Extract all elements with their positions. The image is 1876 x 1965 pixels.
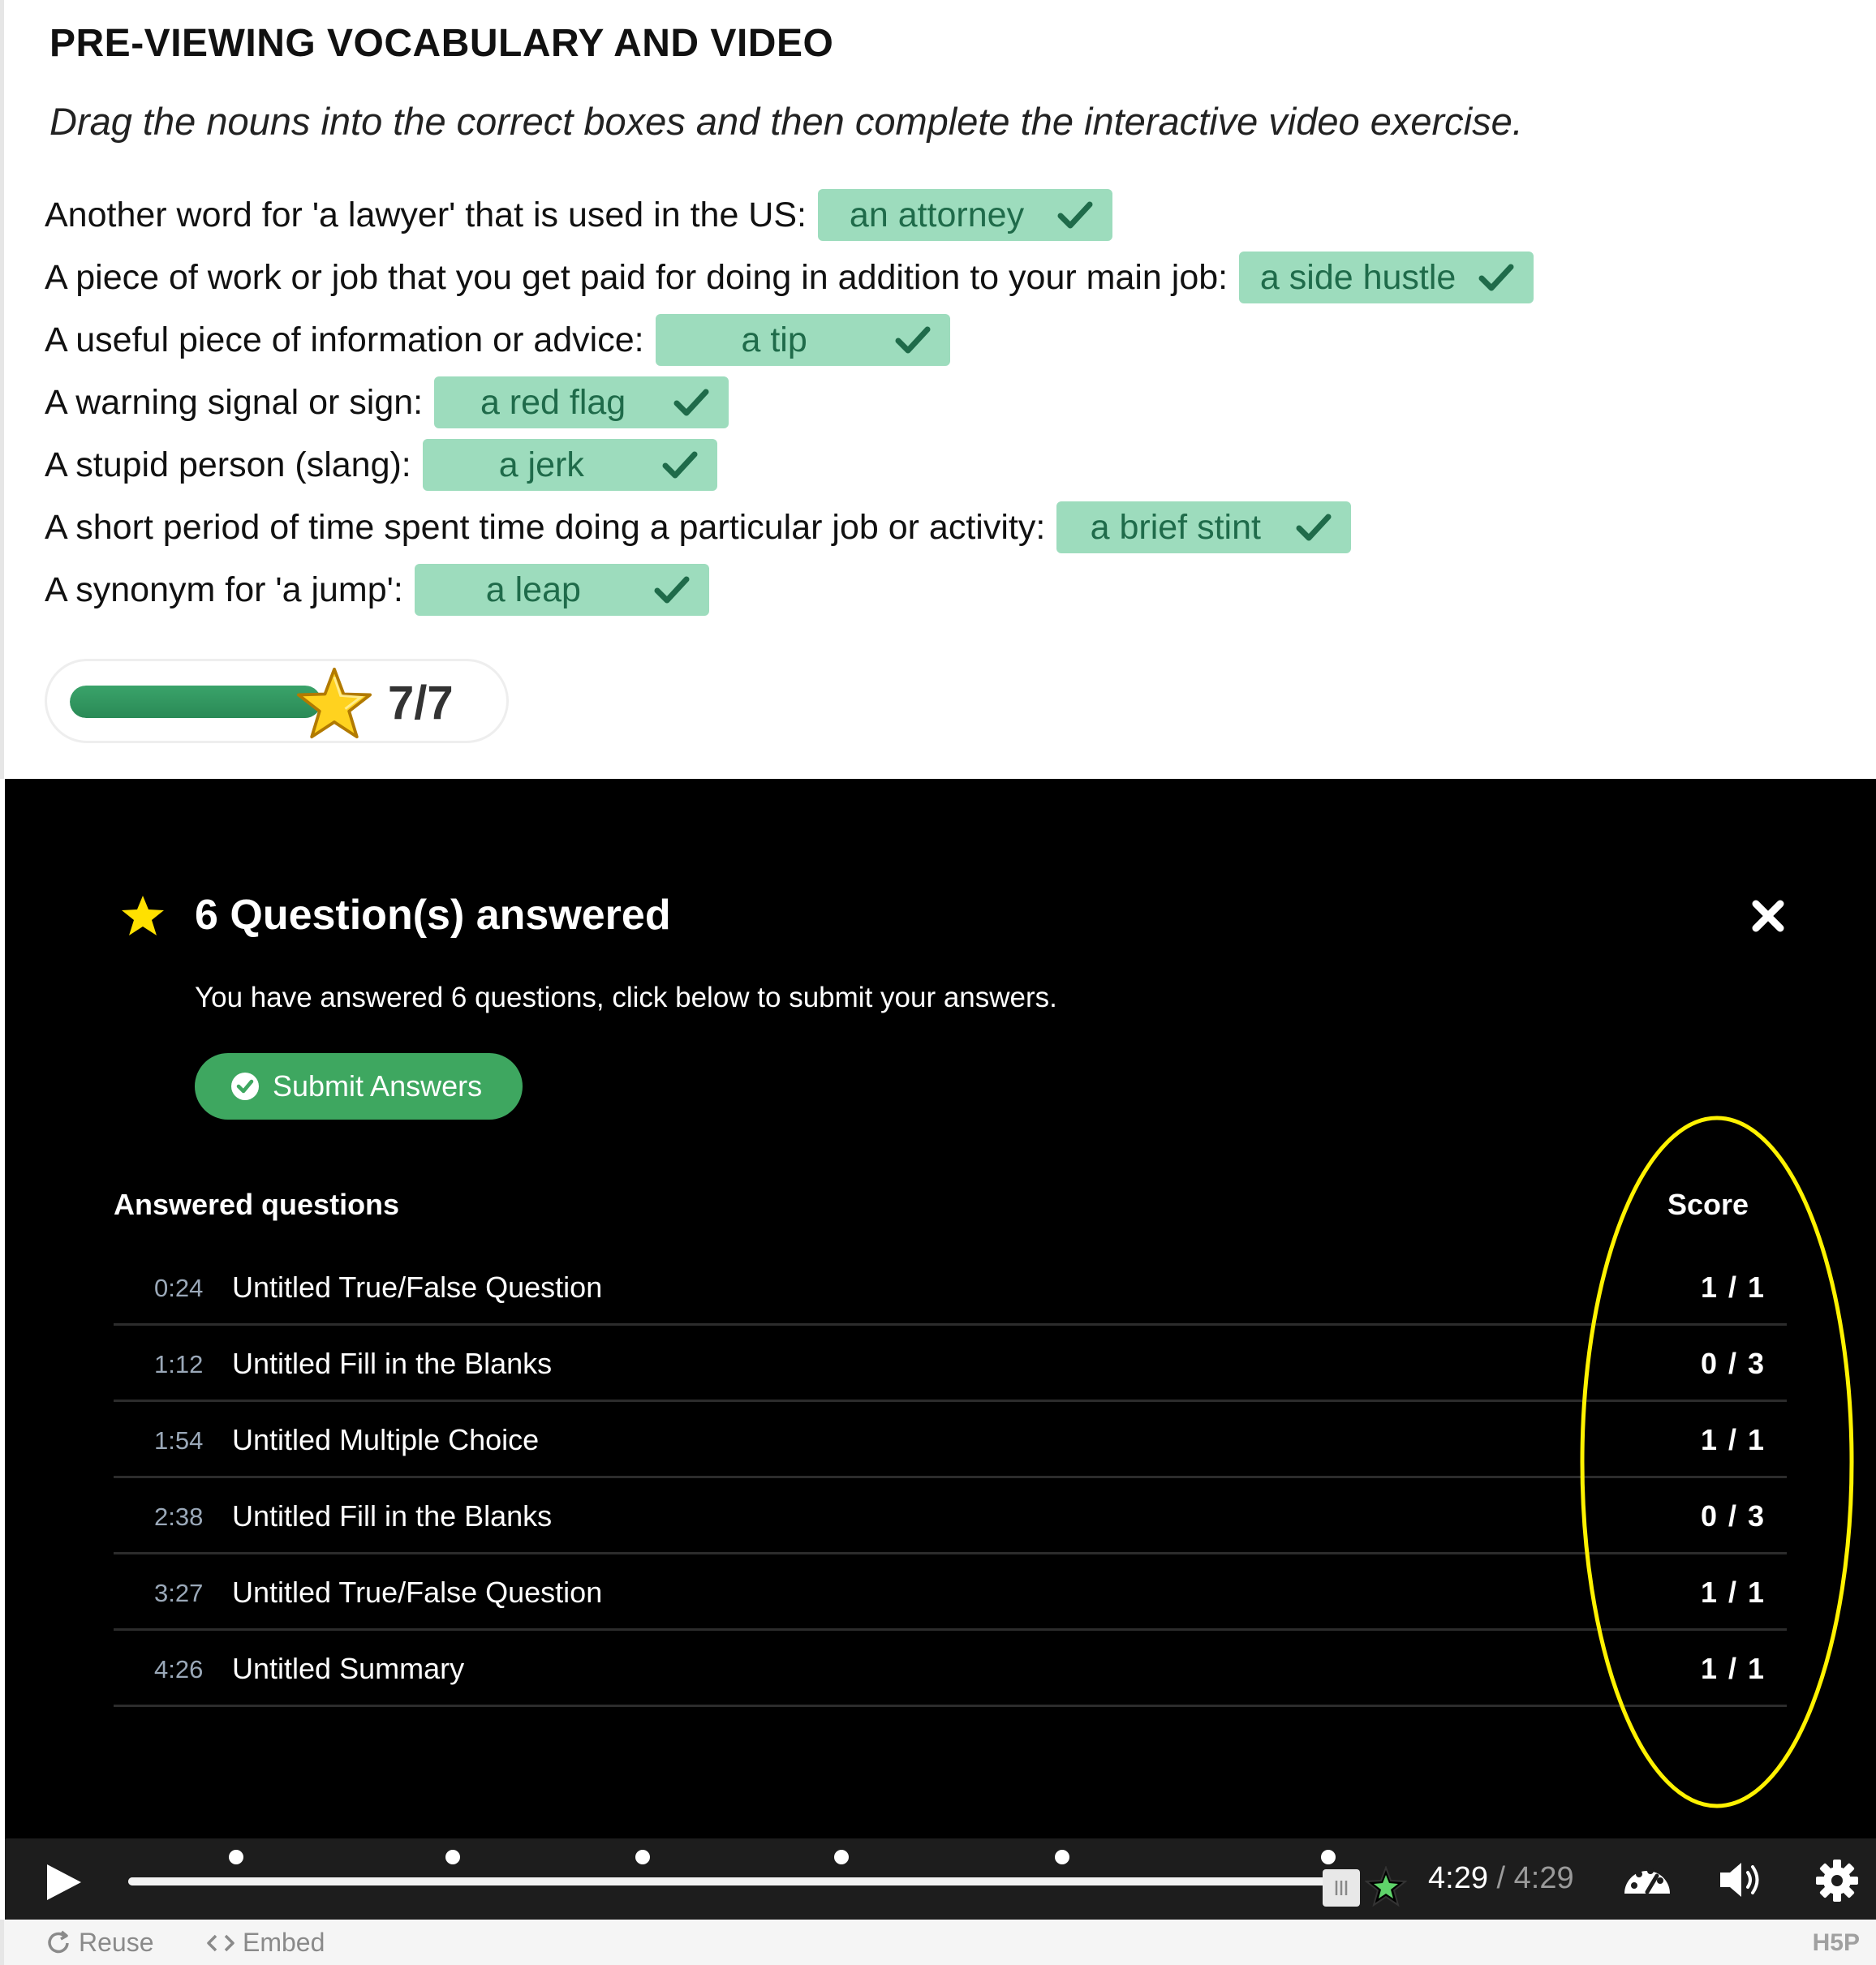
volume-icon[interactable] (1717, 1858, 1767, 1902)
close-icon[interactable] (1748, 896, 1788, 936)
embed-button[interactable] (205, 1928, 325, 1958)
drop-zone[interactable] (423, 439, 717, 491)
check-icon (673, 386, 709, 419)
question-score: 0 / 3 (1700, 1499, 1766, 1533)
question-row[interactable] (114, 1554, 1787, 1631)
embed-icon (205, 1931, 236, 1955)
time-separator: / (1487, 1861, 1514, 1895)
question-row[interactable] (114, 1402, 1787, 1478)
dialog-title: 6 Question(s) answered (195, 892, 671, 939)
vocab-list (45, 189, 1534, 626)
vocab-prompt: A useful piece of information or advice: (45, 320, 644, 359)
question-score: 1 / 1 (1700, 1271, 1766, 1304)
vocab-row (45, 439, 1534, 491)
seek-progress (128, 1877, 1342, 1885)
dropped-word[interactable]: a jerk (498, 445, 584, 484)
check-icon (654, 574, 690, 606)
question-time[interactable]: 1:12 (154, 1350, 204, 1378)
vocab-row (45, 564, 1534, 616)
question-name: Untitled Fill in the Blanks (232, 1347, 553, 1380)
drop-zone[interactable] (1239, 252, 1534, 303)
question-score: 1 / 1 (1700, 1423, 1766, 1456)
dropped-word[interactable]: a brief stint (1090, 507, 1261, 547)
current-time: 4:29 (1428, 1861, 1488, 1895)
drop-zone[interactable] (415, 564, 709, 616)
time-display (1428, 1861, 1574, 1896)
question-name: Untitled Multiple Choice (232, 1423, 540, 1456)
interaction-marker[interactable] (229, 1850, 243, 1864)
star-icon (295, 666, 373, 741)
interaction-marker[interactable] (1055, 1850, 1069, 1864)
question-time[interactable]: 3:27 (154, 1579, 204, 1607)
embed-label: Embed (243, 1928, 325, 1957)
question-time[interactable]: 2:38 (154, 1503, 204, 1531)
h5p-footer (0, 1920, 1876, 1965)
dropped-word[interactable]: a red flag (480, 382, 626, 422)
submit-answers-button[interactable] (195, 1053, 523, 1120)
question-score: 0 / 3 (1700, 1347, 1766, 1380)
answered-questions-header: Answered questions (114, 1188, 400, 1221)
interaction-marker[interactable] (1321, 1850, 1336, 1864)
highlight-ellipse (1579, 1113, 1855, 1811)
question-score: 1 / 1 (1700, 1576, 1766, 1609)
vocab-prompt: A stupid person (slang): (45, 445, 411, 484)
answered-questions-list (114, 1249, 1787, 1707)
star-icon (120, 894, 166, 940)
dropped-word[interactable]: a side hustle (1259, 257, 1456, 297)
ok-circle-icon (230, 1072, 260, 1101)
question-name: Untitled True/False Question (232, 1271, 603, 1304)
drag-text-section (0, 0, 1876, 779)
vocab-prompt: A synonym for 'a jump': (45, 570, 403, 609)
vocab-row (45, 376, 1534, 428)
dropped-word[interactable]: a tip (741, 320, 807, 359)
vocab-row (45, 314, 1534, 366)
reuse-button[interactable] (45, 1928, 154, 1958)
question-name: Untitled Fill in the Blanks (232, 1499, 553, 1533)
question-row[interactable] (114, 1478, 1787, 1554)
question-score: 1 / 1 (1700, 1652, 1766, 1685)
vocab-row (45, 189, 1534, 241)
play-icon[interactable] (42, 1861, 84, 1903)
question-row[interactable] (114, 1631, 1787, 1707)
check-icon (1296, 511, 1332, 544)
question-name: Untitled True/False Question (232, 1576, 603, 1609)
vocab-row (45, 501, 1534, 553)
score-text: 7/7 (388, 677, 454, 729)
vocab-row (45, 252, 1534, 303)
interaction-marker[interactable] (445, 1850, 460, 1864)
drop-zone[interactable] (656, 314, 950, 366)
check-icon (895, 324, 931, 356)
star-icon[interactable] (1365, 1866, 1407, 1908)
check-icon (662, 449, 698, 481)
gear-icon[interactable] (1814, 1858, 1860, 1903)
question-time[interactable]: 0:24 (154, 1274, 204, 1302)
vocab-prompt: Another word for 'a lawyer' that is used in the US: (45, 195, 807, 234)
submit-answers-label: Submit Answers (273, 1069, 483, 1103)
instructions: Drag the nouns into the correct boxes and then complete the interactive video exercise. (49, 100, 1523, 143)
question-time[interactable]: 1:54 (154, 1426, 204, 1455)
check-icon (1057, 199, 1093, 231)
reuse-label: Reuse (79, 1928, 154, 1957)
drop-zone[interactable] (1056, 501, 1351, 553)
drag-handle-icon (1331, 1877, 1352, 1898)
question-time[interactable]: 4:26 (154, 1655, 204, 1683)
page-title: PRE-VIEWING VOCABULARY AND VIDEO (49, 22, 834, 65)
check-icon (1478, 261, 1514, 294)
seek-bar[interactable] (128, 1877, 1342, 1885)
dialog-text: You have answered 6 questions, click below to submit your answers. (195, 982, 1057, 1013)
duration: 4:29 (1513, 1861, 1574, 1895)
interaction-marker[interactable] (834, 1850, 849, 1864)
h5p-logo[interactable]: H5P (1812, 1929, 1860, 1956)
interactive-video (5, 779, 1876, 1920)
seek-handle[interactable] (1323, 1869, 1360, 1907)
question-row[interactable] (114, 1326, 1787, 1402)
score-track (70, 686, 321, 718)
drop-zone[interactable] (434, 376, 729, 428)
drop-zone[interactable] (818, 189, 1112, 241)
question-name: Untitled Summary (232, 1652, 465, 1685)
question-row[interactable] (114, 1249, 1787, 1326)
score-column-header: Score (1667, 1188, 1749, 1221)
vocab-prompt: A piece of work or job that you get paid for doing in addition to your main job: (45, 257, 1228, 297)
reuse-icon (45, 1929, 72, 1957)
player-controls (5, 1838, 1876, 1920)
dropped-word[interactable]: a leap (485, 570, 581, 609)
interaction-marker[interactable] (635, 1850, 650, 1864)
score-bar (45, 659, 509, 743)
vocab-prompt: A short period of time spent time doing a particular job or activity: (45, 507, 1046, 547)
speed-icon[interactable] (1621, 1858, 1673, 1902)
score-fill (70, 686, 321, 718)
dropped-word[interactable]: an attorney (849, 195, 1025, 234)
vocab-prompt: A warning signal or sign: (45, 382, 424, 422)
